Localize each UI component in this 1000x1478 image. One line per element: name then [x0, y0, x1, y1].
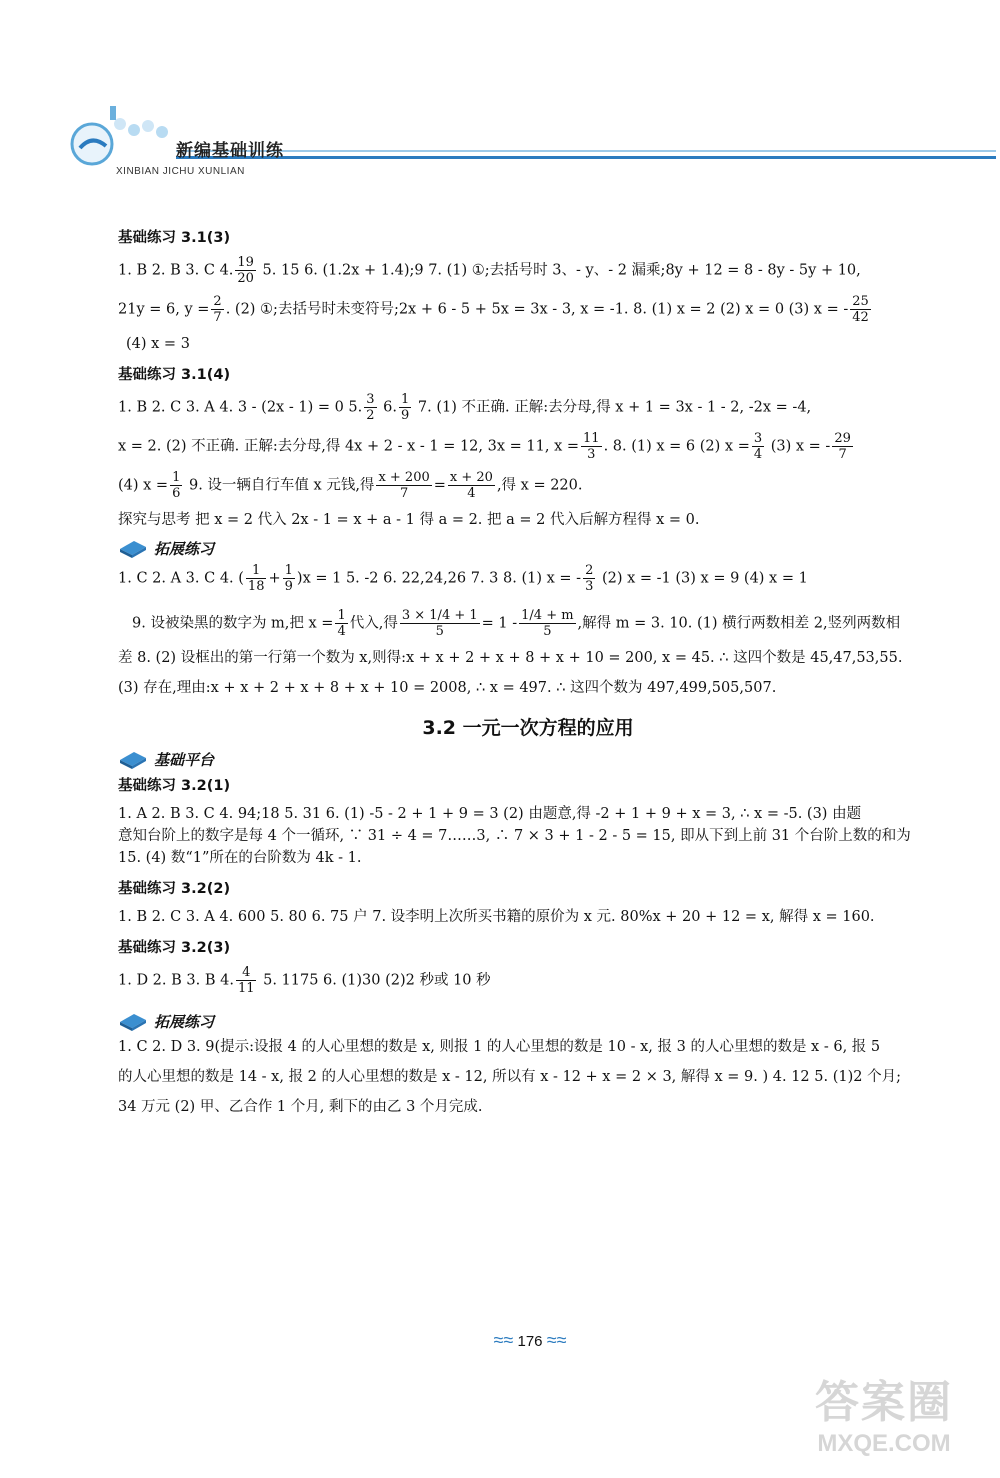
answer-line: 9. 设被染黑的数字为 m,把 x = $\frac{1}{4}$ 代入,得 $\frac{3 \times 1/4 + 1}{5}$ = 1 - $\frac{1/4 + m}{5}$ ,解得 m = 3. 10. (1) 横行两数相差 2,竖列两数相: [132, 608, 901, 639]
badge-label: 拓展练习: [154, 1012, 215, 1031]
page-header: [0, 0, 1000, 190]
book-stack-icon: [118, 748, 148, 770]
fraction: $\frac{3 \times 1/4 + 1}{5}$: [401, 608, 478, 639]
badge-label: 拓展练习: [154, 539, 215, 558]
answer-line: 34 万元 (2) 甲、乙合作 1 个月, 剩下的由乙 3 个月完成.: [118, 1099, 483, 1115]
answer-line: x = 2. (2) 不正确. 正解:去分母,得 4x + 2 - x - 1 = 12, 3x = 11, x = $\frac{11}{3}$ . 8. (1) x = 6 (2) x = $\frac{3}{4}$ (3) x = - $\frac{29}{7}$: [118, 431, 851, 462]
section-badge: [118, 748, 938, 770]
fraction: $\frac{1/4 + m}{5}$: [521, 608, 574, 639]
answer-line: 1. C 2. A 3. C 4. ( $\frac{1}{18}$ + $\frac{1}{9}$ )x = 1 5. -2 6. 22,24,26 7. 3 8. (1) x = - $\frac{2}{3}$ (2) x = -1 (3) x = 9 (4) x = 1: [118, 563, 808, 594]
exercise-title: 基础练习 3.1(3): [118, 230, 231, 246]
watermark-en: MXQE.COM: [817, 1430, 951, 1457]
answer-line: 15. (4) 数“1”所在的台阶数为 4k - 1.: [118, 850, 362, 866]
answer-line: 1. C 2. D 3. 9(提示:设报 4 的人心里想的数是 x, 则报 1 的人心里想的数是 10 - x, 报 3 的人心里想的数是 x - 6, 报 5: [118, 1039, 881, 1055]
brand-subtitle: XINBIAN JICHU XUNLIAN: [116, 166, 245, 177]
page-number: [460, 1330, 600, 1351]
brand-title: 新编基础训练: [176, 141, 284, 161]
fraction: $\frac{2}{7}$: [213, 294, 222, 325]
fraction: $\frac{1}{9}$: [401, 392, 410, 423]
exercise-title: 基础练习 3.1(4): [118, 367, 231, 383]
answer-line: 意知台阶上的数字是每 4 个一循环, ∵ 31 ÷ 4 = 7……3, ∴ 7 × 3 + 1 - 2 - 5 = 15, 即从下到上前 31 个台阶上数的和为: [118, 828, 911, 844]
answer-line: 差 8. (2) 设框出的第一行第一个数为 x,则得:x + x + 2 + x + 8 + x + 10 = 200, x = 45. ∴ 这四个数是 45,47,53,55.: [118, 650, 903, 666]
book-stack-icon: [118, 537, 148, 559]
answer-line: 1. A 2. B 3. C 4. 94;18 5. 31 6. (1) -5 - 2 + 1 + 9 = 3 (2) 由题意,得 -2 + 1 + 9 + x = 3, ∴ x = -5. (3) 由题: [118, 806, 862, 822]
fraction: $\frac{25}{42}$: [852, 294, 869, 325]
page-number-text: 176: [517, 1333, 543, 1350]
badge-label: 基础平台: [154, 750, 215, 769]
fraction: $\frac{11}{3}$: [583, 431, 600, 462]
fraction: $\frac{3}{2}$: [366, 392, 375, 423]
watermark: [794, 1366, 974, 1458]
exercise-title: 基础练习 3.2(1): [118, 778, 231, 794]
wave-left-icon: ≈≈: [493, 1330, 514, 1350]
wave-right-icon: ≈≈: [546, 1330, 567, 1350]
answer-line: 1. B 2. C 3. A 4. 3 - (2x - 1) = 0 5. $\frac{3}{2}$ 6. $\frac{1}{9}$ 7. (1) 不正确. 正解:去分母,得 x + 1 = 3x - 1 - 2, -2x = -4,: [118, 392, 812, 423]
answer-line: 的人心里想的数是 14 - x, 报 2 的人心里想的数是 x - 12, 所以有 x - 12 + x = 2 × 3, 解得 x = 9. ) 4. 12 5. (1)2 个月;: [118, 1069, 901, 1085]
fraction: $\frac{1}{4}$: [337, 608, 346, 639]
fraction: $\frac{29}{7}$: [834, 431, 851, 462]
explore-line: 探究与思考 把 x = 2 代入 2x - 1 = x + a - 1 得 a = 2. 把 a = 2 代入后解方程得 x = 0.: [118, 512, 700, 528]
answer-content: [118, 226, 938, 1118]
answer-line: 1. B 2. B 3. C 4. $\frac{19}{20}$ 5. 15 6. (1.2x + 1.4);9 7. (1) ①;去括号时 3、- y、- 2 漏乘;8y + 12 = 8 - 8y - 5y + 10,: [118, 255, 861, 286]
fraction: $\frac{19}{20}$: [237, 255, 254, 286]
section-badge: [118, 1010, 938, 1032]
answer-line: (4) x = $\frac{1}{6}$ 9. 设一辆自行车值 x 元钱,得 $\frac{x + 200}{7}$ = $\frac{x + 20}{4}$ ,得 x = 220.: [118, 470, 583, 501]
header-divider-light: [176, 150, 996, 152]
fraction: $\frac{1}{9}$: [284, 563, 293, 594]
answer-line: 1. D 2. B 3. B 4. $\frac{4}{11}$ 5. 1175 6. (1)30 (2)2 秒或 10 秒: [118, 965, 491, 996]
fraction: $\frac{2}{3}$: [585, 563, 594, 594]
section-badge: [118, 537, 938, 559]
header-divider: [176, 156, 996, 159]
fraction: $\frac{4}{11}$: [237, 965, 255, 996]
book-stack-icon: [118, 1010, 148, 1032]
fraction: $\frac{x + 20}{4}$: [449, 470, 493, 501]
exercise-title: 基础练习 3.2(3): [118, 940, 231, 956]
brand-logo-icon: [70, 104, 180, 174]
fraction: $\frac{3}{4}$: [753, 431, 763, 462]
exercise-title: 基础练习 3.2(2): [118, 881, 231, 897]
answer-line: 1. B 2. C 3. A 4. 600 5. 80 6. 75 户 7. 设李明上次所买书籍的原价为 x 元. 80%x + 20 + 12 = x, 解得 x = 160.: [118, 909, 875, 925]
answer-line: (4) x = 3: [126, 336, 190, 352]
answer-line: (3) 存在,理由:x + x + 2 + x + 8 + x + 10 = 2008, ∴ x = 497. ∴ 这四个数为 497,499,505,507.: [118, 680, 777, 696]
watermark-cn: 答案圈: [815, 1377, 953, 1428]
fraction: $\frac{1}{18}$: [247, 563, 265, 594]
fraction: $\frac{1}{6}$: [172, 470, 181, 501]
fraction: $\frac{x + 200}{7}$: [378, 470, 430, 501]
section-heading: 3.2 一元一次方程的应用: [422, 717, 634, 739]
answer-line: 21y = 6, y = $\frac{2}{7}$ . (2) ①;去括号时未变符号;2x + 6 - 5 + 5x = 3x - 3, x = -1. 8. (1) x = 2 (2) x = 0 (3) x = - $\frac{25}{42}$: [118, 294, 869, 325]
